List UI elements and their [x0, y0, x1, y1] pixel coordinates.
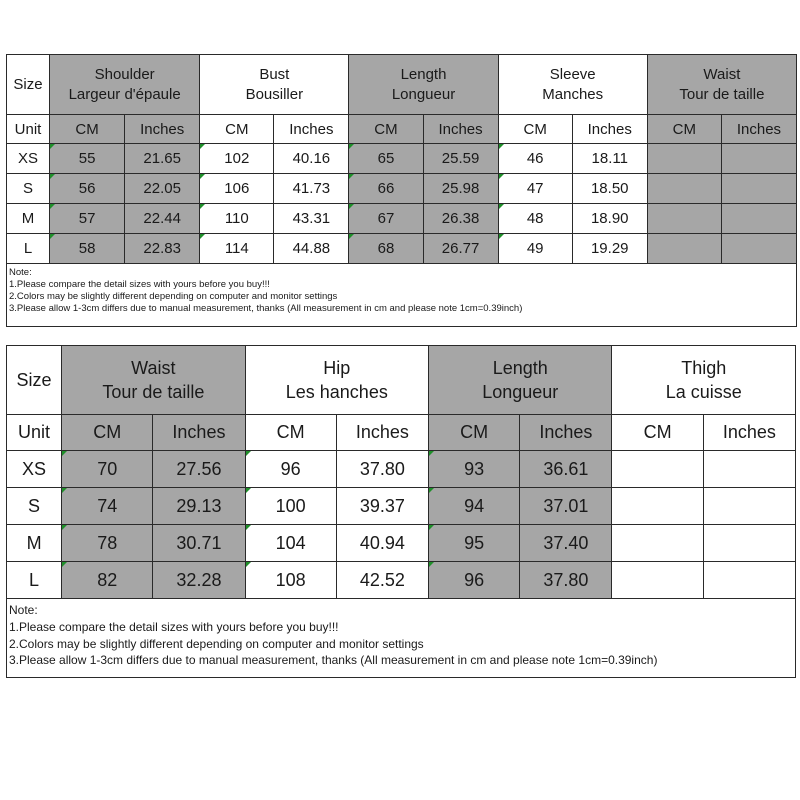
hip-en: Hip — [323, 358, 351, 378]
note-line: 2.Colors may be slightly different depending on computer and monitor settings — [9, 291, 338, 303]
shoulder-en: Shoulder — [94, 65, 155, 83]
shoulder-in-cell[interactable]: 22.44 — [125, 204, 200, 234]
size-header[interactable]: Size — [7, 346, 62, 415]
waist-fr: Tour de taille — [102, 382, 205, 402]
unit-inches[interactable]: Inches — [423, 115, 498, 144]
thigh-in-cell[interactable] — [703, 525, 795, 562]
bust-in-cell[interactable]: 43.31 — [274, 204, 349, 234]
table-row — [7, 234, 797, 264]
waist-cm-cell[interactable] — [647, 144, 721, 174]
hip-header[interactable] — [245, 346, 428, 415]
size-chart-bottom — [6, 345, 796, 678]
unit-inches[interactable]: Inches — [572, 115, 647, 144]
length-in-cell[interactable]: 37.80 — [520, 562, 612, 599]
length-cm-cell[interactable]: 95 — [429, 525, 520, 562]
hip-in-cell[interactable]: 37.80 — [336, 451, 428, 488]
bust-in-cell[interactable]: 44.88 — [274, 234, 349, 264]
unit-cm[interactable]: CM — [62, 415, 153, 451]
note-title: Note: — [9, 603, 38, 617]
waist-in-cell[interactable] — [721, 144, 796, 174]
shoulder-cm-cell[interactable]: 55 — [50, 144, 125, 174]
unit-inches[interactable]: Inches — [125, 115, 200, 144]
table-row — [7, 562, 796, 599]
unit-cm[interactable]: CM — [429, 415, 520, 451]
table-row — [7, 451, 796, 488]
unit-inches[interactable]: Inches — [274, 115, 349, 144]
length-in-cell[interactable]: 26.38 — [423, 204, 498, 234]
table-row — [7, 144, 797, 174]
table-row — [7, 488, 796, 525]
shoulder-cm-cell[interactable]: 58 — [50, 234, 125, 264]
length-in-cell[interactable]: 25.59 — [423, 144, 498, 174]
notes-block[interactable] — [7, 599, 796, 678]
bust-cm-cell[interactable]: 114 — [200, 234, 274, 264]
bust-fr: Bousiller — [245, 85, 304, 103]
length-cm-cell[interactable]: 94 — [429, 488, 520, 525]
waist-cm-cell[interactable]: 74 — [62, 488, 153, 525]
length-cm-cell[interactable]: 96 — [429, 562, 520, 599]
thigh-in-cell[interactable] — [703, 488, 795, 525]
length-in-cell[interactable]: 26.77 — [423, 234, 498, 264]
thigh-header[interactable] — [612, 346, 796, 415]
bust-cm-cell[interactable]: 110 — [200, 204, 274, 234]
thigh-fr: La cuisse — [665, 382, 742, 402]
waist-in-cell[interactable]: 30.71 — [153, 525, 245, 562]
unit-label[interactable]: Unit — [7, 115, 50, 144]
sleeve-in-cell[interactable]: 18.90 — [572, 204, 647, 234]
size-cell[interactable]: XS — [7, 144, 50, 174]
length-fr: Longueur — [482, 382, 559, 402]
unit-cm[interactable]: CM — [349, 115, 423, 144]
waist-cm-cell[interactable] — [647, 234, 721, 264]
shoulder-in-cell[interactable]: 22.83 — [125, 234, 200, 264]
size-cell[interactable]: S — [7, 174, 50, 204]
waist-in-cell[interactable]: 27.56 — [153, 451, 245, 488]
shoulder-fr: Largeur d'épaule — [68, 85, 181, 103]
thigh-en: Thigh — [681, 358, 727, 378]
thigh-in-cell[interactable] — [703, 451, 795, 488]
waist-en: Waist — [131, 358, 176, 378]
length-cm-cell[interactable]: 93 — [429, 451, 520, 488]
hip-fr: Les hanches — [285, 382, 388, 402]
waist-en: Waist — [703, 65, 741, 83]
table-row — [7, 204, 797, 234]
unit-cm[interactable]: CM — [612, 415, 703, 451]
sleeve-cm-cell[interactable]: 46 — [498, 144, 572, 174]
thigh-cm-cell[interactable] — [612, 488, 703, 525]
waist-header[interactable] — [62, 346, 245, 415]
note-line: 1.Please compare the detail sizes with yours before you buy!!! — [9, 619, 339, 634]
size-cell[interactable]: L — [7, 562, 62, 599]
waist-cm-cell[interactable]: 82 — [62, 562, 153, 599]
bust-cm-cell[interactable]: 102 — [200, 144, 274, 174]
bust-in-cell[interactable]: 40.16 — [274, 144, 349, 174]
unit-inches[interactable]: Inches — [520, 415, 612, 451]
thigh-cm-cell[interactable] — [612, 525, 703, 562]
shoulder-in-cell[interactable]: 22.05 — [125, 174, 200, 204]
size-chart-top — [6, 54, 797, 327]
waist-cm-cell[interactable]: 70 — [62, 451, 153, 488]
unit-inches[interactable]: Inches — [336, 415, 428, 451]
bust-header[interactable] — [200, 55, 349, 115]
shoulder-header[interactable] — [50, 55, 200, 115]
waist-fr: Tour de taille — [679, 85, 765, 103]
table-row — [7, 174, 797, 204]
hip-in-cell[interactable]: 39.37 — [336, 488, 428, 525]
note-line: 1.Please compare the detail sizes with yours before you buy!!! — [9, 279, 270, 291]
bust-in-cell[interactable]: 41.73 — [274, 174, 349, 204]
length-in-cell[interactable]: 25.98 — [423, 174, 498, 204]
unit-inches[interactable]: Inches — [703, 415, 795, 451]
sleeve-fr: Manches — [542, 85, 604, 103]
length-cm-cell[interactable]: 68 — [349, 234, 423, 264]
size-cell[interactable]: M — [7, 525, 62, 562]
length-en: Length — [400, 65, 447, 83]
unit-inches[interactable]: Inches — [153, 415, 245, 451]
waist-in-cell[interactable]: 29.13 — [153, 488, 245, 525]
length-header[interactable] — [349, 55, 498, 115]
size-header[interactable]: Size — [7, 55, 50, 115]
bust-cm-cell[interactable]: 106 — [200, 174, 274, 204]
unit-cm[interactable]: CM — [50, 115, 125, 144]
hip-cm-cell[interactable]: 96 — [245, 451, 336, 488]
unit-cm[interactable]: CM — [498, 115, 572, 144]
waist-in-cell[interactable] — [721, 204, 796, 234]
waist-cm-cell[interactable] — [647, 174, 721, 204]
table-row — [7, 525, 796, 562]
unit-inches[interactable]: Inches — [721, 115, 796, 144]
waist-header[interactable] — [647, 55, 796, 115]
length-cm-cell[interactable]: 65 — [349, 144, 423, 174]
sleeve-en: Sleeve — [549, 65, 596, 83]
length-header[interactable] — [429, 346, 612, 415]
note-line: 3.Please allow 1-3cm differs due to manual measurement, thanks (All measurement in cm and please note 1cm=0.39inch) — [9, 653, 658, 668]
shoulder-cm-cell[interactable]: 57 — [50, 204, 125, 234]
size-cell[interactable]: L — [7, 234, 50, 264]
unit-cm[interactable]: CM — [647, 115, 721, 144]
sleeve-cm-cell[interactable]: 49 — [498, 234, 572, 264]
unit-cm[interactable]: CM — [200, 115, 274, 144]
hip-in-cell[interactable]: 42.52 — [336, 562, 428, 599]
unit-cm[interactable]: CM — [245, 415, 336, 451]
hip-cm-cell[interactable]: 108 — [245, 562, 336, 599]
hip-in-cell[interactable]: 40.94 — [336, 525, 428, 562]
size-cell[interactable]: M — [7, 204, 50, 234]
waist-in-cell[interactable] — [721, 174, 796, 204]
waist-in-cell[interactable] — [721, 234, 796, 264]
length-en: Length — [492, 358, 548, 378]
length-cm-cell[interactable]: 66 — [349, 174, 423, 204]
sleeve-header[interactable] — [498, 55, 647, 115]
thigh-in-cell[interactable] — [703, 562, 795, 599]
length-in-cell[interactable]: 37.40 — [520, 525, 612, 562]
note-line: 3.Please allow 1-3cm differs due to manual measurement, thanks (All measurement in cm and please note 1cm=0.39inch) — [9, 303, 523, 315]
bust-en: Bust — [259, 65, 290, 83]
size-cell[interactable]: S — [7, 488, 62, 525]
hip-cm-cell[interactable]: 100 — [245, 488, 336, 525]
note-line: 2.Colors may be slightly different depending on computer and monitor settings — [9, 636, 424, 651]
waist-in-cell[interactable]: 32.28 — [153, 562, 245, 599]
note-title: Note: — [9, 267, 32, 278]
thigh-cm-cell[interactable] — [612, 451, 703, 488]
length-in-cell[interactable]: 36.61 — [520, 451, 612, 488]
unit-label[interactable]: Unit — [7, 415, 62, 451]
thigh-cm-cell[interactable] — [612, 562, 703, 599]
waist-cm-cell[interactable]: 78 — [62, 525, 153, 562]
sleeve-cm-cell[interactable]: 47 — [498, 174, 572, 204]
sleeve-in-cell[interactable]: 19.29 — [572, 234, 647, 264]
length-fr: Longueur — [391, 85, 456, 103]
sleeve-in-cell[interactable]: 18.50 — [572, 174, 647, 204]
length-cm-cell[interactable]: 67 — [349, 204, 423, 234]
size-cell[interactable]: XS — [7, 451, 62, 488]
length-in-cell[interactable]: 37.01 — [520, 488, 612, 525]
hip-cm-cell[interactable]: 104 — [245, 525, 336, 562]
sleeve-in-cell[interactable]: 18.11 — [572, 144, 647, 174]
shoulder-cm-cell[interactable]: 56 — [50, 174, 125, 204]
notes-block[interactable] — [7, 264, 797, 327]
waist-cm-cell[interactable] — [647, 204, 721, 234]
shoulder-in-cell[interactable]: 21.65 — [125, 144, 200, 174]
sleeve-cm-cell[interactable]: 48 — [498, 204, 572, 234]
